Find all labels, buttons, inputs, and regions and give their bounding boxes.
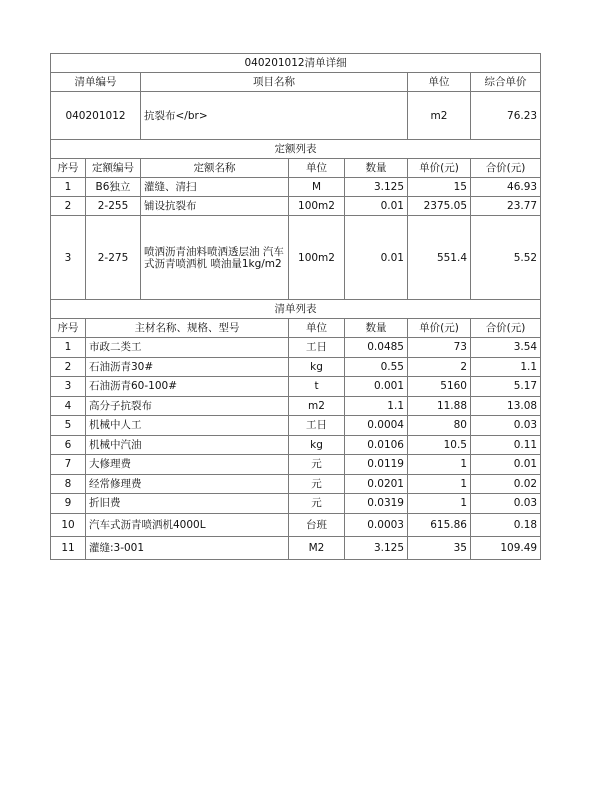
material-qty-header: 数量 [345, 319, 408, 338]
material-price: 10.5 [408, 435, 471, 455]
material-name-header: 主材名称、规格、型号 [86, 319, 289, 338]
bill-unit: m2 [408, 92, 471, 140]
material-no: 2 [51, 357, 86, 377]
material-no: 7 [51, 455, 86, 475]
material-unit: 元 [289, 455, 345, 475]
quota-qty: 3.125 [345, 178, 408, 197]
material-total: 109.49 [471, 536, 541, 559]
quota-total: 46.93 [471, 178, 541, 197]
material-price: 11.88 [408, 396, 471, 416]
bill-name: 抗裂布</br> [141, 92, 408, 140]
material-price: 1 [408, 455, 471, 475]
material-row [51, 474, 541, 494]
material-row [51, 536, 541, 559]
material-name: 石油沥青30# [86, 357, 289, 377]
material-row [51, 338, 541, 358]
quota-header-row [51, 159, 541, 178]
material-price: 1 [408, 494, 471, 514]
material-row [51, 513, 541, 536]
material-unit: t [289, 377, 345, 397]
quota-price: 2375.05 [408, 197, 471, 216]
quota-unit: 100m2 [289, 197, 345, 216]
material-row [51, 494, 541, 514]
material-no: 9 [51, 494, 86, 514]
material-row [51, 435, 541, 455]
material-no: 3 [51, 377, 86, 397]
quota-qty-header: 数量 [345, 159, 408, 178]
material-qty: 0.0485 [345, 338, 408, 358]
material-row [51, 416, 541, 436]
material-price: 73 [408, 338, 471, 358]
quota-unit: M [289, 178, 345, 197]
material-total: 0.02 [471, 474, 541, 494]
material-total: 0.03 [471, 494, 541, 514]
quota-row [51, 178, 541, 197]
material-name: 市政二类工 [86, 338, 289, 358]
material-qty: 3.125 [345, 536, 408, 559]
material-row [51, 357, 541, 377]
material-unit: kg [289, 357, 345, 377]
material-total: 13.08 [471, 396, 541, 416]
quota-total: 5.52 [471, 216, 541, 300]
material-total-header: 合价(元) [471, 319, 541, 338]
bill-unit-header: 单位 [408, 73, 471, 92]
page-title: 040201012清单详细 [51, 54, 541, 73]
material-unit: 元 [289, 494, 345, 514]
title-row [51, 54, 541, 73]
material-total: 3.54 [471, 338, 541, 358]
bill-price: 76.23 [471, 92, 541, 140]
material-qty: 0.55 [345, 357, 408, 377]
quota-row [51, 216, 541, 300]
quota-unit: 100m2 [289, 216, 345, 300]
quota-code: B6独立 [86, 178, 141, 197]
material-unit-header: 单位 [289, 319, 345, 338]
material-total: 0.11 [471, 435, 541, 455]
bill-name-header: 项目名称 [141, 73, 408, 92]
quota-name: 喷洒沥青油料喷洒透层油 汽车式沥青喷洒机 喷油量1kg/m2 [141, 216, 289, 300]
material-qty: 0.001 [345, 377, 408, 397]
material-row [51, 377, 541, 397]
quota-name: 铺设抗裂布 [141, 197, 289, 216]
material-header-row [51, 319, 541, 338]
bill-price-header: 综合单价 [471, 73, 541, 92]
material-unit: 工日 [289, 416, 345, 436]
material-unit: 台班 [289, 513, 345, 536]
bill-code-header: 清单编号 [51, 73, 141, 92]
quota-section-title-row [51, 140, 541, 159]
quota-price: 551.4 [408, 216, 471, 300]
material-no: 1 [51, 338, 86, 358]
material-row [51, 396, 541, 416]
quota-code: 2-255 [86, 197, 141, 216]
material-price: 35 [408, 536, 471, 559]
material-price: 2 [408, 357, 471, 377]
material-qty: 0.0201 [345, 474, 408, 494]
quota-section-title: 定额列表 [51, 140, 541, 159]
bill-header-row [51, 73, 541, 92]
material-price: 1 [408, 474, 471, 494]
material-no: 8 [51, 474, 86, 494]
material-qty: 0.0319 [345, 494, 408, 514]
material-price: 80 [408, 416, 471, 436]
quota-price: 15 [408, 178, 471, 197]
material-section-title-row [51, 300, 541, 319]
quota-row [51, 197, 541, 216]
material-no: 10 [51, 513, 86, 536]
material-no: 6 [51, 435, 86, 455]
material-unit: M2 [289, 536, 345, 559]
material-name: 汽车式沥青喷洒机4000L [86, 513, 289, 536]
quota-no: 2 [51, 197, 86, 216]
material-qty: 0.0106 [345, 435, 408, 455]
material-total: 0.03 [471, 416, 541, 436]
quota-name: 灌缝、清扫 [141, 178, 289, 197]
quota-price-header: 单价(元) [408, 159, 471, 178]
quota-qty: 0.01 [345, 197, 408, 216]
material-qty: 0.0004 [345, 416, 408, 436]
quota-unit-header: 单位 [289, 159, 345, 178]
quota-name-header: 定额名称 [141, 159, 289, 178]
quota-total-header: 合价(元) [471, 159, 541, 178]
material-qty: 0.0003 [345, 513, 408, 536]
material-no: 5 [51, 416, 86, 436]
material-qty: 0.0119 [345, 455, 408, 475]
material-name: 灌缝:3-001 [86, 536, 289, 559]
material-total: 0.18 [471, 513, 541, 536]
bill-code: 040201012 [51, 92, 141, 140]
quota-no: 1 [51, 178, 86, 197]
material-unit: 元 [289, 474, 345, 494]
material-name: 大修理费 [86, 455, 289, 475]
material-name: 机械中汽油 [86, 435, 289, 455]
bill-detail-table [50, 53, 541, 560]
material-name: 机械中人工 [86, 416, 289, 436]
quota-code: 2-275 [86, 216, 141, 300]
material-no-header: 序号 [51, 319, 86, 338]
material-name: 折旧费 [86, 494, 289, 514]
quota-no-header: 序号 [51, 159, 86, 178]
material-unit: kg [289, 435, 345, 455]
bill-row [51, 92, 541, 140]
material-name: 石油沥青60-100# [86, 377, 289, 397]
material-name: 经常修理费 [86, 474, 289, 494]
quota-total: 23.77 [471, 197, 541, 216]
quota-no: 3 [51, 216, 86, 300]
material-price: 5160 [408, 377, 471, 397]
material-section-title: 清单列表 [51, 300, 541, 319]
material-name: 高分子抗裂布 [86, 396, 289, 416]
material-no: 11 [51, 536, 86, 559]
quota-code-header: 定额编号 [86, 159, 141, 178]
material-unit: 工日 [289, 338, 345, 358]
material-row [51, 455, 541, 475]
material-price-header: 单价(元) [408, 319, 471, 338]
material-price: 615.86 [408, 513, 471, 536]
material-unit: m2 [289, 396, 345, 416]
material-total: 0.01 [471, 455, 541, 475]
material-qty: 1.1 [345, 396, 408, 416]
quota-qty: 0.01 [345, 216, 408, 300]
material-total: 1.1 [471, 357, 541, 377]
material-total: 5.17 [471, 377, 541, 397]
material-no: 4 [51, 396, 86, 416]
